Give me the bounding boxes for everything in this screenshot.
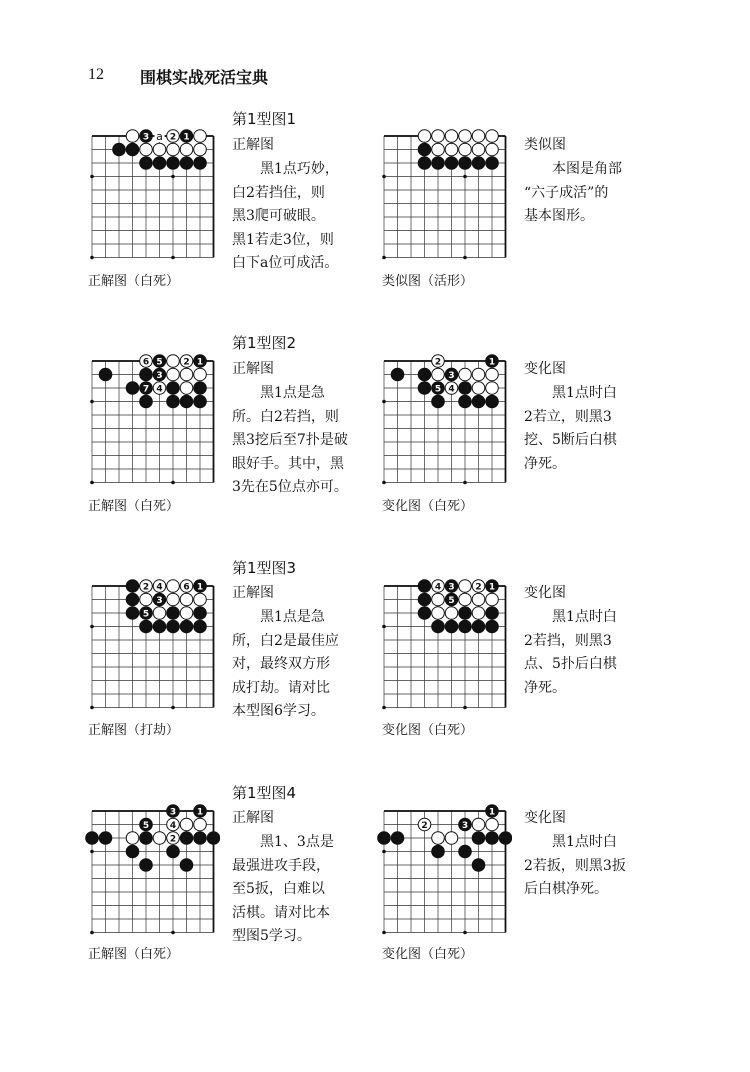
white-stone xyxy=(180,593,193,606)
text-line: 至5扳，白难以 xyxy=(232,881,325,897)
star-point xyxy=(171,481,175,485)
white-stone xyxy=(167,593,180,606)
black-stone xyxy=(194,157,207,170)
move-number: 5 xyxy=(448,595,455,606)
explanation-body xyxy=(524,158,622,229)
go-board xyxy=(377,578,512,714)
black-stone xyxy=(140,368,153,381)
text-line: 黑1若走3位，则 xyxy=(232,231,334,248)
white-stone xyxy=(153,143,166,156)
white-stone xyxy=(472,607,485,620)
text-line: 最强进攻手段， xyxy=(232,857,330,874)
board-grid xyxy=(90,811,213,934)
white-stone xyxy=(167,580,180,593)
text-line: 成打劫。请对比 xyxy=(232,679,330,696)
black-stone xyxy=(167,620,180,633)
explanation-body xyxy=(232,382,348,500)
white-stone xyxy=(167,368,180,381)
board-caption: 正解图（白死） xyxy=(88,499,180,514)
explanation-body xyxy=(232,606,339,724)
black-stone xyxy=(418,580,431,593)
black-stone xyxy=(126,607,139,620)
black-stone xyxy=(459,382,472,395)
black-stone xyxy=(391,368,404,381)
white-stone xyxy=(194,368,207,381)
black-stone xyxy=(194,832,207,845)
text-line: 基本图形。 xyxy=(524,208,594,224)
black-stone xyxy=(140,157,153,170)
black-stone xyxy=(486,832,499,845)
move-number: 3 xyxy=(156,370,163,381)
point-label: a xyxy=(156,130,163,143)
move-number: 1 xyxy=(183,132,190,143)
black-stone xyxy=(126,593,139,606)
star-point xyxy=(382,850,386,854)
explanation-heading: 正解图 xyxy=(232,361,274,377)
move-number: 3 xyxy=(448,582,455,593)
white-stone xyxy=(432,143,445,156)
explanation-right xyxy=(524,358,617,476)
white-stone xyxy=(472,143,485,156)
text-line: 后白棋净死。 xyxy=(524,881,608,897)
board-caption: 正解图（白死） xyxy=(88,274,180,289)
black-stone xyxy=(418,157,431,170)
star-point xyxy=(382,256,386,260)
explanation-body xyxy=(232,158,339,276)
move-number: 3 xyxy=(448,370,455,381)
white-stone xyxy=(486,143,499,156)
black-stone xyxy=(99,832,112,845)
explanation-heading: 正解图 xyxy=(232,137,274,153)
text-line: 本型图6学习。 xyxy=(232,703,325,719)
section-title: 第1型图2 xyxy=(232,334,297,352)
black-stone xyxy=(418,368,431,381)
board-caption: 变化图（白死） xyxy=(382,947,474,962)
go-board xyxy=(377,128,512,264)
move-number: 2 xyxy=(475,582,482,593)
explanation-left xyxy=(232,582,339,724)
black-stone xyxy=(180,859,193,872)
black-stone xyxy=(113,143,126,156)
black-stone xyxy=(472,395,485,408)
text-line: 本图是角部 xyxy=(552,161,622,177)
move-number: 1 xyxy=(488,357,496,368)
white-stone xyxy=(445,832,458,845)
board-caption: 变化图（白死） xyxy=(382,499,474,514)
black-stone xyxy=(432,845,445,858)
text-line: 白2若挡住，则 xyxy=(232,184,325,201)
explanation-left xyxy=(232,807,334,949)
move-number: 6 xyxy=(183,582,190,593)
text-line: 黑1、3点是 xyxy=(260,834,334,850)
text-line: 2若扳，则黑3扳 xyxy=(524,857,626,874)
black-stone xyxy=(418,593,431,606)
black-stone xyxy=(194,382,207,395)
section-title: 第1型图3 xyxy=(232,559,297,577)
white-stone xyxy=(194,593,207,606)
star-point xyxy=(171,931,175,935)
board-grid xyxy=(382,811,505,934)
white-stone xyxy=(486,593,499,606)
star-point xyxy=(382,931,386,935)
white-stone xyxy=(486,130,499,143)
text-line: 所，白2是最佳应 xyxy=(232,632,339,649)
move-number: 5 xyxy=(434,384,442,395)
star-point xyxy=(463,256,467,260)
white-stone xyxy=(472,818,485,831)
white-stone xyxy=(180,382,193,395)
text-line: 所。白2若挡，则 xyxy=(232,408,339,425)
white-stone xyxy=(459,580,472,593)
board-grid xyxy=(382,136,505,259)
white-stone xyxy=(180,818,193,831)
black-stone xyxy=(167,845,180,858)
white-stone xyxy=(180,368,193,381)
go-board xyxy=(85,578,220,714)
star-point xyxy=(463,706,467,710)
black-stone xyxy=(194,620,207,633)
black-stone xyxy=(459,157,472,170)
white-stone xyxy=(459,593,472,606)
explanation-right xyxy=(524,807,626,902)
black-stone xyxy=(418,607,431,620)
go-board xyxy=(85,128,220,264)
board-caption: 类似图（活形） xyxy=(382,274,474,289)
black-stone xyxy=(99,368,112,381)
black-stone xyxy=(432,620,445,633)
board-caption: 变化图（白死） xyxy=(382,723,474,738)
black-stone xyxy=(432,395,445,408)
white-stone xyxy=(486,818,499,831)
black-stone xyxy=(472,859,485,872)
black-stone xyxy=(486,607,499,620)
black-stone xyxy=(167,607,180,620)
book-title: 围棋实战死活宝典 xyxy=(140,68,269,87)
black-stone xyxy=(126,382,139,395)
explanation-left xyxy=(232,134,339,276)
black-stone xyxy=(180,395,193,408)
section-title: 第1型图4 xyxy=(232,784,297,802)
white-stone xyxy=(167,355,180,368)
white-stone xyxy=(194,130,207,143)
move-number: 2 xyxy=(421,820,428,831)
board-grid xyxy=(90,586,213,709)
text-line: 黑1点是急 xyxy=(260,609,325,625)
black-stone xyxy=(167,382,180,395)
move-number: 3 xyxy=(169,807,177,818)
explanation-right xyxy=(524,582,617,700)
star-point xyxy=(90,256,94,260)
white-stone xyxy=(445,130,458,143)
white-stone xyxy=(472,593,485,606)
black-stone xyxy=(194,607,207,620)
move-number: 4 xyxy=(169,820,177,831)
star-point xyxy=(90,175,94,179)
go-board xyxy=(85,803,220,939)
star-point xyxy=(463,931,467,935)
move-number: 4 xyxy=(448,384,455,395)
black-stone xyxy=(126,580,139,593)
white-stone xyxy=(459,143,472,156)
text-line: 黑1点是急 xyxy=(260,385,325,401)
black-stone xyxy=(432,157,445,170)
black-stone xyxy=(126,143,139,156)
page-number: 12 xyxy=(88,66,104,83)
white-stone xyxy=(140,593,153,606)
move-number: 3 xyxy=(156,595,163,606)
black-stone xyxy=(391,832,404,845)
star-point xyxy=(90,931,94,935)
black-stone xyxy=(472,620,485,633)
explanation-heading: 类似图 xyxy=(524,137,566,153)
star-point xyxy=(382,175,386,179)
white-stone xyxy=(459,130,472,143)
board-caption: 正解图（白死） xyxy=(88,947,180,962)
move-number: 3 xyxy=(142,132,150,143)
explanation-body xyxy=(232,831,334,949)
text-line: 型图5学习。 xyxy=(232,928,311,944)
star-point xyxy=(171,256,175,260)
star-point xyxy=(171,706,175,710)
white-stone xyxy=(194,143,207,156)
move-number: 4 xyxy=(156,384,163,395)
text-line: 2若挡，则黑3 xyxy=(524,632,612,649)
move-number: 6 xyxy=(142,357,150,368)
white-stone xyxy=(432,368,445,381)
section-title: 第1型图1 xyxy=(232,110,297,128)
text-line: 白下a位可成活。 xyxy=(232,255,339,271)
black-stone xyxy=(445,620,458,633)
board-caption: 正解图（打劫） xyxy=(88,723,180,738)
white-stone xyxy=(472,368,485,381)
white-stone xyxy=(445,607,458,620)
black-stone xyxy=(486,620,499,633)
move-number: 2 xyxy=(183,357,190,368)
go-board xyxy=(85,353,220,489)
move-number: 1 xyxy=(196,807,204,818)
white-stone xyxy=(180,607,193,620)
move-number: 4 xyxy=(434,582,442,593)
text-line: 黑1点时白 xyxy=(552,834,617,850)
white-stone xyxy=(194,818,207,831)
star-point xyxy=(90,400,94,404)
text-line: 对，最终双方形 xyxy=(232,656,330,672)
text-line: 黑1点时白 xyxy=(552,385,617,401)
move-number: 5 xyxy=(156,357,163,368)
black-stone xyxy=(140,832,153,845)
text-line: 黑1点时白 xyxy=(552,609,617,625)
white-stone xyxy=(445,143,458,156)
board-grid xyxy=(382,586,505,709)
explanation-heading: 变化图 xyxy=(524,810,566,826)
black-stone xyxy=(486,395,499,408)
explanation-heading: 变化图 xyxy=(524,361,566,377)
black-stone xyxy=(153,620,166,633)
text-line: 2若立，则黑3 xyxy=(524,408,612,425)
move-number: 1 xyxy=(488,582,496,593)
black-stone xyxy=(418,143,431,156)
black-stone xyxy=(140,620,153,633)
move-number: 2 xyxy=(434,357,442,368)
explanation-heading: 变化图 xyxy=(524,585,566,601)
star-point xyxy=(382,400,386,404)
white-stone xyxy=(153,607,166,620)
black-stone xyxy=(418,382,431,395)
black-stone xyxy=(86,832,99,845)
text-line: 黑3挖后至7扑是破 xyxy=(232,432,348,448)
black-stone xyxy=(445,157,458,170)
move-number: 1 xyxy=(196,582,204,593)
black-stone xyxy=(378,832,391,845)
text-line: 黑3爬可破眼。 xyxy=(232,208,325,224)
text-line: 眼好手。其中，黑 xyxy=(232,455,344,472)
star-point xyxy=(90,706,94,710)
move-number: 2 xyxy=(169,132,177,143)
black-stone xyxy=(167,395,180,408)
move-number: 2 xyxy=(142,582,150,593)
black-stone xyxy=(459,845,472,858)
explanation-body xyxy=(524,831,626,902)
star-point xyxy=(90,850,94,854)
white-stone xyxy=(432,607,445,620)
explanation-left xyxy=(232,358,348,500)
star-point xyxy=(171,175,175,179)
white-stone xyxy=(126,130,139,143)
text-line: 黑1点巧妙， xyxy=(260,161,339,177)
white-stone xyxy=(432,130,445,143)
text-line: 挖、5断后白棋 xyxy=(524,432,617,448)
white-stone xyxy=(432,832,445,845)
explanation-body xyxy=(524,382,617,476)
black-stone xyxy=(472,157,485,170)
white-stone xyxy=(126,832,139,845)
black-stone xyxy=(140,859,153,872)
black-stone xyxy=(194,395,207,408)
text-line: 3先在5位点亦可。 xyxy=(232,479,348,495)
black-stone xyxy=(126,845,139,858)
go-board xyxy=(377,803,512,939)
star-point xyxy=(90,481,94,485)
explanation-heading: 正解图 xyxy=(232,810,274,826)
black-stone xyxy=(167,157,180,170)
black-stone xyxy=(180,620,193,633)
text-line: 净死。 xyxy=(524,455,566,472)
white-stone xyxy=(167,143,180,156)
star-point xyxy=(463,175,467,179)
star-point xyxy=(463,481,467,485)
black-stone xyxy=(180,157,193,170)
move-number: 4 xyxy=(156,582,163,593)
move-number: 3 xyxy=(461,820,469,831)
move-number: 1 xyxy=(488,807,496,818)
text-line: “六子成活”的 xyxy=(524,184,609,201)
black-stone xyxy=(472,832,485,845)
black-stone xyxy=(153,157,166,170)
go-board xyxy=(377,353,512,489)
white-stone xyxy=(486,382,499,395)
white-stone xyxy=(180,143,193,156)
text-line: 活棋。请对比本 xyxy=(232,904,330,921)
white-stone xyxy=(472,130,485,143)
move-number: 1 xyxy=(196,357,204,368)
move-number: 5 xyxy=(142,820,150,831)
white-stone xyxy=(140,143,153,156)
move-number: 2 xyxy=(169,834,177,845)
white-stone xyxy=(432,593,445,606)
white-stone xyxy=(153,832,166,845)
star-point xyxy=(382,706,386,710)
move-number: 5 xyxy=(142,609,150,620)
explanation-body xyxy=(524,606,617,700)
white-stone xyxy=(472,382,485,395)
text-line: 点、5扑后白棋 xyxy=(524,656,617,672)
black-stone xyxy=(207,832,220,845)
white-stone xyxy=(459,368,472,381)
black-stone xyxy=(459,620,472,633)
explanation-right xyxy=(524,134,622,229)
star-point xyxy=(382,481,386,485)
black-stone xyxy=(140,395,153,408)
black-stone xyxy=(459,395,472,408)
star-point xyxy=(90,625,94,629)
white-stone xyxy=(418,130,431,143)
move-number: 7 xyxy=(142,384,150,395)
black-stone xyxy=(180,832,193,845)
black-stone xyxy=(499,832,512,845)
star-point xyxy=(382,625,386,629)
board-grid xyxy=(90,136,213,259)
white-stone xyxy=(486,368,499,381)
black-stone xyxy=(486,157,499,170)
explanation-heading: 正解图 xyxy=(232,585,274,601)
black-stone xyxy=(459,607,472,620)
text-line: 净死。 xyxy=(524,679,566,696)
